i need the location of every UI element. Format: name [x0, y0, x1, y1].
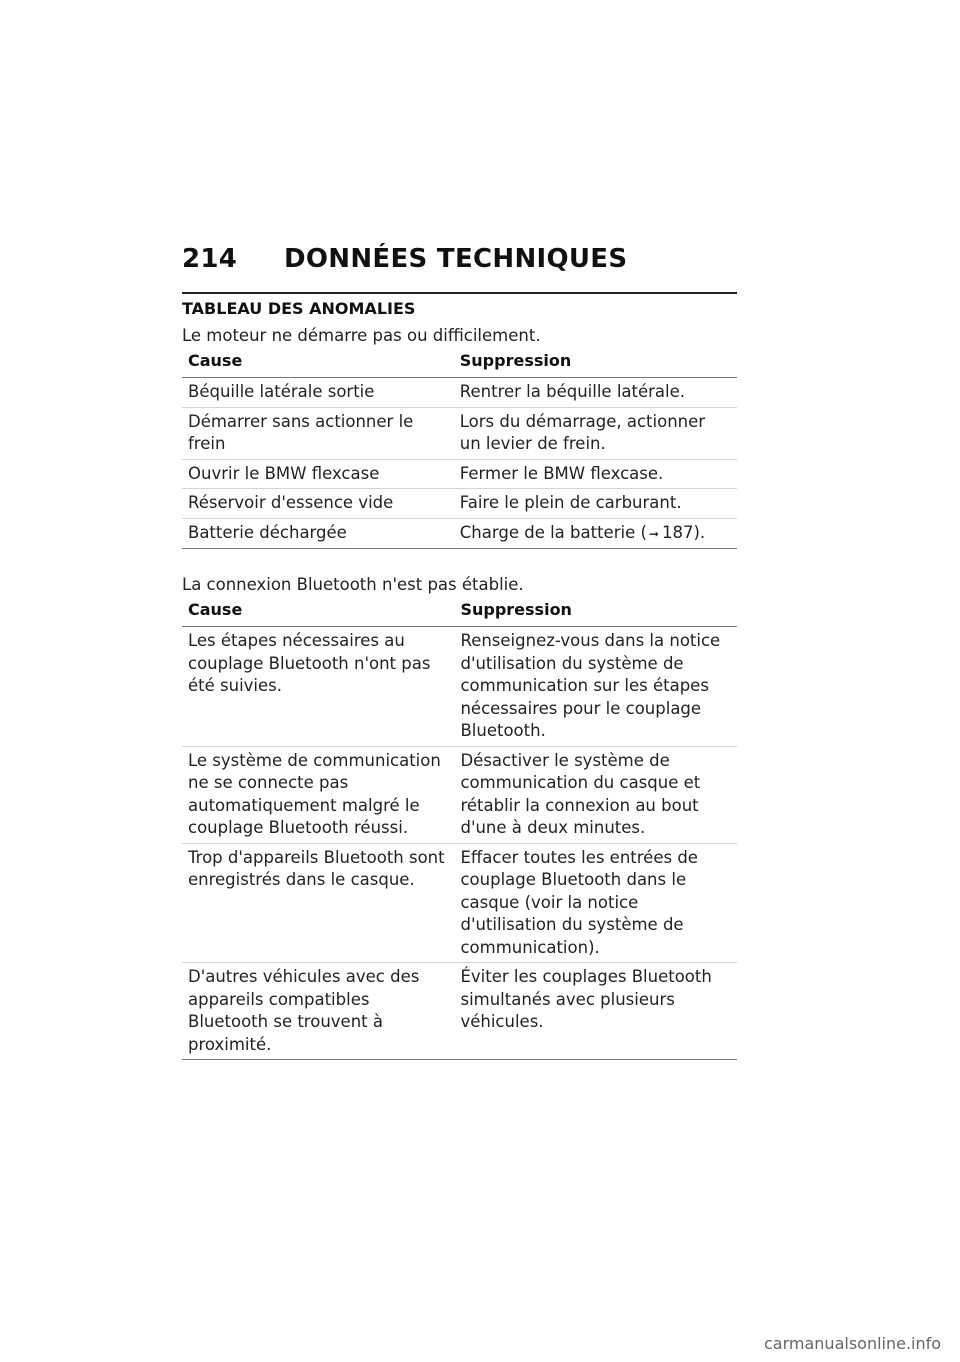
page-number: 214: [182, 244, 238, 274]
table-row: [182, 407, 737, 459]
table-row: [182, 843, 737, 963]
fault-table-bluetooth: [182, 597, 737, 1060]
cause-cell: Démarrer sans actionner le frein: [182, 407, 454, 459]
table-header-row: [182, 597, 737, 627]
table-row: [182, 746, 737, 843]
remedy-cell: Effacer toutes les entrées de couplage Bluetooth dans le casque (voir la notice d'utilisation du système de communication).: [454, 843, 737, 963]
remedy-cell: Désactiver le système de communication du casque et rétablir la connexion au bout d'une à deux minutes.: [454, 746, 737, 843]
column-header-remedy: Suppression: [454, 348, 737, 378]
cause-cell: Batterie déchargée: [182, 518, 454, 549]
cause-cell: Réservoir d'essence vide: [182, 489, 454, 519]
column-header-cause: Cause: [182, 597, 454, 627]
remedy-cell: Lors du démarrage, actionner un levier de frein.: [454, 407, 737, 459]
remedy-cell: Faire le plein de carburant.: [454, 489, 737, 519]
table-row: [182, 518, 737, 549]
cause-cell: Béquille latérale sortie: [182, 378, 454, 408]
table-row: [182, 459, 737, 489]
remedy-cell: Rentrer la béquille latérale.: [454, 378, 737, 408]
source-footer: carmanualsonline.info: [764, 1334, 942, 1353]
column-header-remedy: Suppression: [454, 597, 737, 627]
table-header-row: [182, 348, 737, 378]
cause-cell: Les étapes nécessaires au couplage Bluetooth n'ont pas été suivies.: [182, 627, 454, 747]
column-header-cause: Cause: [182, 348, 454, 378]
section-title: TABLEAU DES ANOMALIES: [182, 292, 737, 318]
page-reference-link[interactable]: 187).: [661, 522, 706, 542]
remedy-cell: Fermer le BMW flexcase.: [454, 459, 737, 489]
remedy-cell: [454, 518, 737, 549]
table-row: [182, 489, 737, 519]
remedy-text: Charge de la batterie (: [459, 522, 647, 542]
cause-cell: Le système de communication ne se connecte pas automatiquement malgré le couplage Bluetooth réussi.: [182, 746, 454, 843]
table-row: [182, 378, 737, 408]
page-header: [182, 244, 737, 274]
table-intro-bluetooth: La connexion Bluetooth n'est pas établie.: [182, 575, 524, 594]
chapter-title: DONNÉES TECHNIQUES: [284, 244, 628, 274]
cause-cell: Trop d'appareils Bluetooth sont enregistrés dans le casque.: [182, 843, 454, 963]
table-row: [182, 963, 737, 1060]
remedy-cell: Éviter les couplages Bluetooth simultanés avec plusieurs véhicules.: [454, 963, 737, 1060]
cause-cell: Ouvrir le BMW flexcase: [182, 459, 454, 489]
fault-table-engine: [182, 348, 737, 549]
table-row: [182, 627, 737, 747]
page-reference-arrow-icon: ➞: [648, 526, 659, 541]
cause-cell: D'autres véhicules avec des appareils compatibles Bluetooth se trouvent à proximité.: [182, 963, 454, 1060]
table-intro-engine: Le moteur ne démarre pas ou difficilement.: [182, 326, 541, 345]
remedy-cell: Renseignez-vous dans la notice d'utilisation du système de communication sur les étapes nécessaires pour le couplage Bluetooth.: [454, 627, 737, 747]
